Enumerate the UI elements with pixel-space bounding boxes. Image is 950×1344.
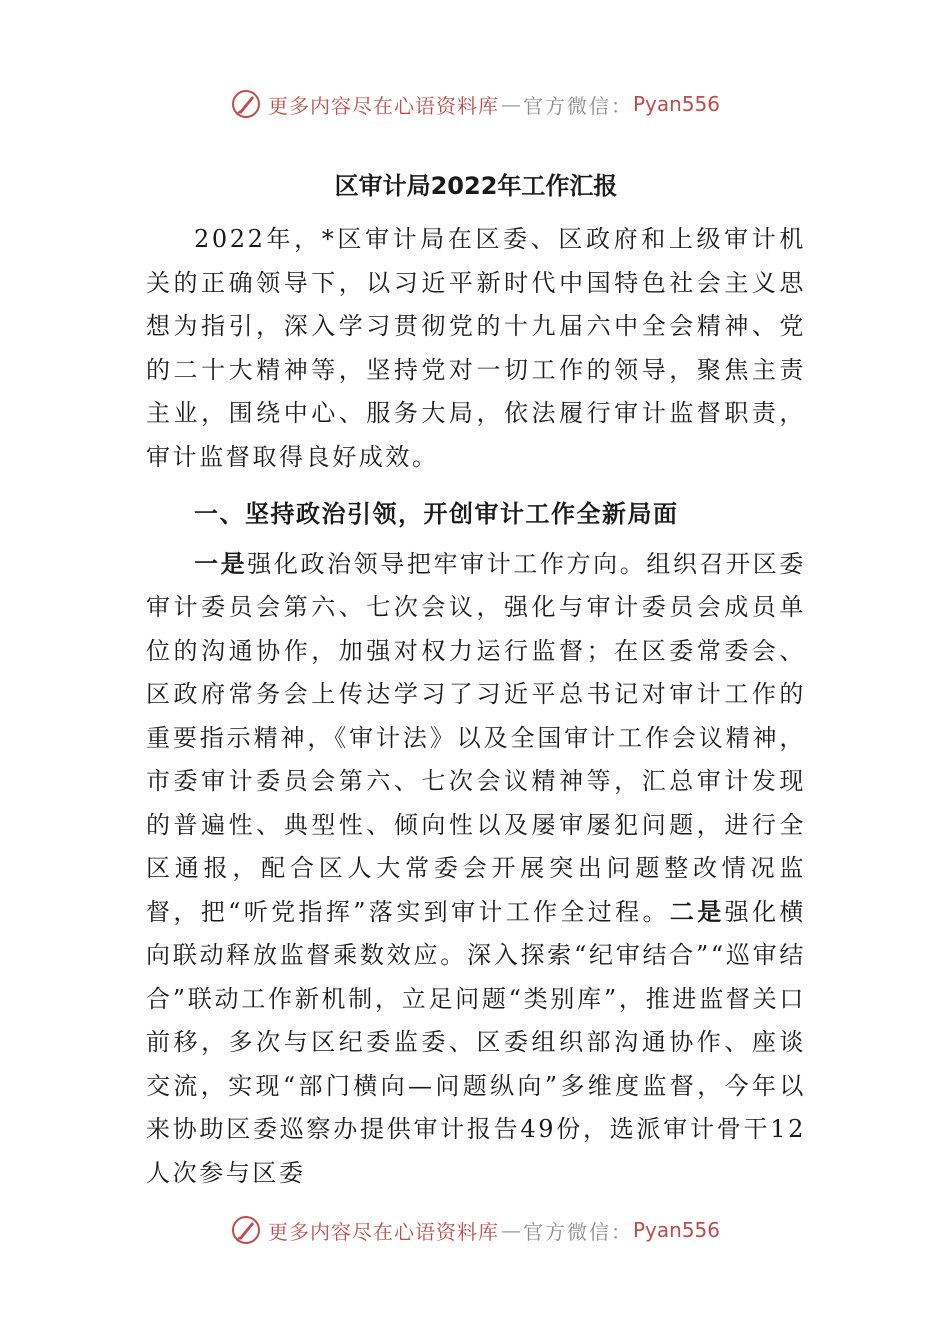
banner-slogan: 更多内容尽在心语资料库 [267, 93, 499, 118]
document-title: 区审计局2022年工作汇报 [334, 172, 618, 200]
banner-separator: — [500, 1218, 521, 1242]
banner-wechat-label: 官方微信： [522, 1219, 633, 1244]
banner-wechat-id: Pyan556 [632, 1218, 720, 1242]
header-banner [0, 84, 950, 124]
paragraph-text-one: 强化政治领导把牢审计工作方向。组织召开区委审计委员会第六、七次会议，强化与审计委员会成员单位的沟通协作，加强对权力运行监督；在区委常委会、区政府常务会上传达学习了习近平总书记对审计工作的重要指示精神，《审计法》以及全国审计工作会议精神，市委审计委员会第六、七次会议精神等，汇总审计发现的普遍性、典型性、倾向性以及屡审屡犯问题，进行全区通报，配合区人大常委会开展突出问题整改情况监督，把“听党指挥”落实到审计工作全过程。 [146, 549, 806, 926]
paragraph-text-two: 强化横向联动释放监督乘数效应。深入探索“纪审结合”“巡审结合”联动工作新机制，立足问题“类别库”，推进监督关口前移，多次与区纪委监委、区委组织部沟通协作、座谈交流，实现“部门横向—问题纵向”多维度监督，今年以来协助区委巡察办提供审计报告49份，选派审计骨干12人次参与区委 [146, 897, 806, 1187]
banner-slogan: 更多内容尽在心语资料库 [267, 1219, 499, 1244]
lead-phrase-two: 二是 [669, 897, 725, 926]
footer-banner [0, 1210, 950, 1250]
quill-pen-logo-icon [230, 1214, 262, 1246]
intro-paragraph: 2022年，*区审计局在区委、区政府和上级审计机关的正确领导下，以习近平新时代中国特色社会主义思想为指引，深入学习贯彻党的十九届六中全会精神、党的二十大精神等，坚持党对一切工作的领导，聚焦主责主业，围绕中心、服务大局，依法履行审计监督职责，审计监督取得良好成效。 [146, 225, 806, 471]
quill-pen-logo-icon [230, 88, 262, 120]
banner-wechat-id: Pyan556 [632, 92, 720, 116]
section-heading: 一、坚持政治引领，开创审计工作全新局面 [194, 500, 679, 528]
banner-separator: — [500, 92, 521, 116]
document-body [146, 160, 806, 1195]
banner-wechat-label: 官方微信： [522, 93, 633, 118]
section-paragraph [146, 543, 806, 1196]
lead-phrase-one: 一是 [194, 549, 248, 578]
